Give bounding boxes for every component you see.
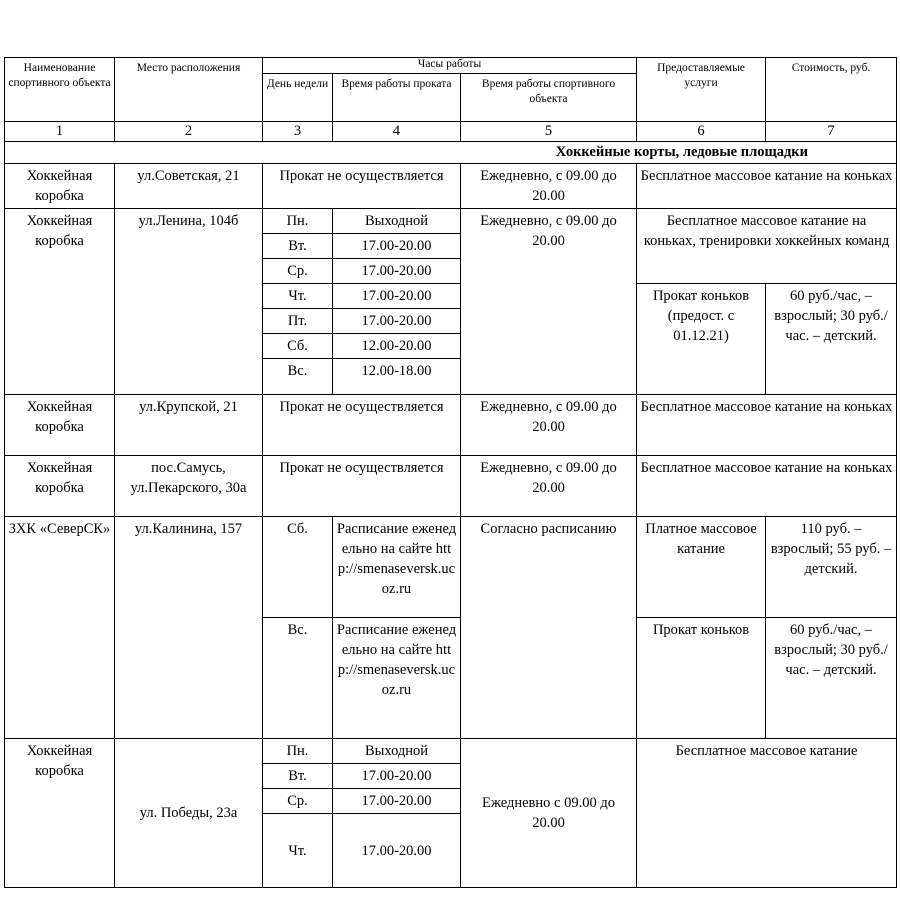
weekday: Ср.	[263, 789, 333, 814]
facility-name: Хоккейная коробка	[5, 456, 115, 517]
rental-service: Прокат коньков	[637, 618, 766, 739]
weekday: Пн.	[263, 739, 333, 764]
facility-hours: Ежедневно, с 09.00 до 20.00	[461, 456, 637, 517]
rental-time: 17.00-20.00	[333, 814, 461, 888]
facility-name: ЗХК «СеверСК»	[5, 517, 115, 739]
rental-time: Выходной	[333, 209, 461, 234]
facility-name: Хоккейная коробка	[5, 209, 115, 395]
weekday: Вт.	[263, 234, 333, 259]
facility-hours: Ежедневно, с 09.00 до 20.00	[461, 164, 637, 209]
rental-info: Прокат не осуществляется	[263, 456, 461, 517]
weekday: Чт.	[263, 814, 333, 888]
sports-facilities-table	[4, 57, 897, 888]
rental-time: 17.00-20.00	[333, 309, 461, 334]
header-services: Предоставляемые услуги	[637, 58, 766, 122]
facility-hours: Ежедневно с 09.00 до 20.00	[461, 739, 637, 888]
facility-service: Бесплатное массовое катание на коньках, тренировки хоккейных команд	[637, 209, 897, 284]
facility-location: ул.Ленина, 104б	[115, 209, 263, 395]
table-row	[5, 209, 897, 234]
weekday: Сб.	[263, 517, 333, 618]
table-row	[5, 456, 897, 517]
rental-schedule: Расписание еженедельно на сайте http://smenaseversk.ucoz.ru	[333, 517, 461, 618]
service-price: 110 руб. – взрослый; 55 руб. – детский.	[766, 517, 897, 618]
rental-price: 60 руб./час, – взрослый; 30 руб./час. – детский.	[766, 618, 897, 739]
rental-service: Прокат коньков (предост. с 01.12.21)	[637, 284, 766, 395]
header-location: Место расположения	[115, 58, 263, 122]
rental-time: 12.00-20.00	[333, 334, 461, 359]
weekday: Пт.	[263, 309, 333, 334]
rental-info: Прокат не осуществляется	[263, 395, 461, 456]
rental-time: 17.00-20.00	[333, 789, 461, 814]
facility-location: ул.Крупской, 21	[115, 395, 263, 456]
facility-service: Бесплатное массовое катание	[637, 739, 897, 888]
rental-time: 17.00-20.00	[333, 284, 461, 309]
facility-service: Бесплатное массовое катание на коньках	[637, 395, 897, 456]
rental-schedule: Расписание еженедельно на сайте http://smenaseversk.ucoz.ru	[333, 618, 461, 739]
facility-service: Бесплатное массовое катание на коньках	[637, 164, 897, 209]
header-cost: Стоимость, руб.	[766, 58, 897, 122]
table-row	[5, 739, 897, 764]
header-day: День недели	[263, 74, 333, 122]
table-row	[5, 395, 897, 456]
header-facility-time: Время работы спортивного объекта	[461, 74, 637, 122]
section-title: Хоккейные корты, ледовые площадки	[5, 142, 897, 164]
weekday: Пн.	[263, 209, 333, 234]
weekday: Вс.	[263, 618, 333, 739]
rental-time: Выходной	[333, 739, 461, 764]
weekday: Вс.	[263, 359, 333, 395]
facility-hours: Ежедневно, с 09.00 до 20.00	[461, 395, 637, 456]
rental-time: 17.00-20.00	[333, 234, 461, 259]
facility-location: ул. Победы, 23а	[115, 739, 263, 888]
table-row	[5, 164, 897, 209]
table-row	[5, 517, 897, 618]
header-rental-time: Время работы проката	[333, 74, 461, 122]
facility-name: Хоккейная коробка	[5, 739, 115, 888]
column-number: 1	[5, 122, 115, 142]
column-number: 5	[461, 122, 637, 142]
facility-location: ул.Калинина, 157	[115, 517, 263, 739]
header-hours-group: Часы работы	[263, 58, 637, 74]
header-name: Наименование спортивного объекта	[5, 58, 115, 122]
column-number: 2	[115, 122, 263, 142]
schedule-document	[4, 57, 897, 888]
rental-price: 60 руб./час, – взрослый; 30 руб./час. – детский.	[766, 284, 897, 395]
facility-service: Платное массовое катание	[637, 517, 766, 618]
rental-info: Прокат не осуществляется	[263, 164, 461, 209]
facility-name: Хоккейная коробка	[5, 395, 115, 456]
facility-location: ул.Советская, 21	[115, 164, 263, 209]
facility-hours: Ежедневно, с 09.00 до 20.00	[461, 209, 637, 395]
rental-time: 17.00-20.00	[333, 259, 461, 284]
rental-time: 12.00-18.00	[333, 359, 461, 395]
rental-time: 17.00-20.00	[333, 764, 461, 789]
facility-name: Хоккейная коробка	[5, 164, 115, 209]
weekday: Ср.	[263, 259, 333, 284]
column-number: 4	[333, 122, 461, 142]
column-number: 3	[263, 122, 333, 142]
weekday: Чт.	[263, 284, 333, 309]
weekday: Вт.	[263, 764, 333, 789]
facility-location: пос.Самусь, ул.Пекарского, 30а	[115, 456, 263, 517]
weekday: Сб.	[263, 334, 333, 359]
column-number: 6	[637, 122, 766, 142]
column-number: 7	[766, 122, 897, 142]
facility-hours: Согласно расписанию	[461, 517, 637, 739]
facility-service: Бесплатное массовое катание на коньках	[637, 456, 897, 517]
